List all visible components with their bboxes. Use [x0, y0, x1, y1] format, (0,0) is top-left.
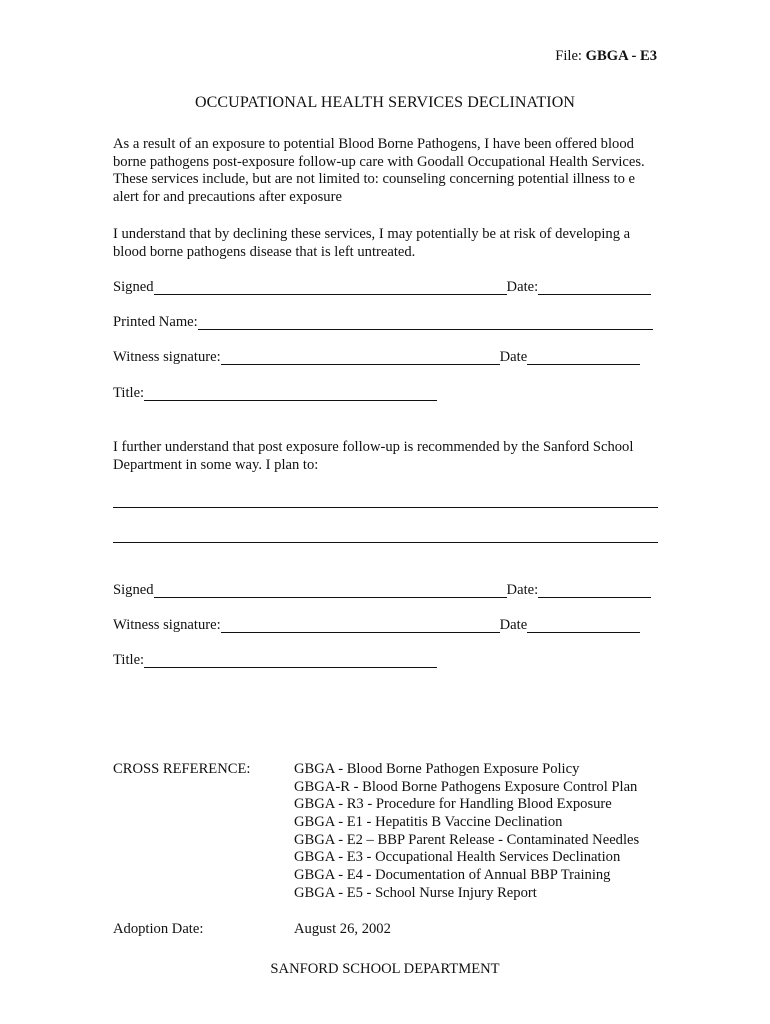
date-line[interactable]: [538, 281, 651, 295]
cross-reference-item: GBGA - Blood Borne Pathogen Exposure Policy: [294, 761, 580, 777]
cross-reference-item: GBGA - E3 - Occupational Health Services Declination: [294, 849, 621, 866]
follow-up-paragraph: I further understand that post exposure follow-up is recommended by the Sanford School Department in some way. I plan to:: [113, 439, 634, 473]
signature-line[interactable]: [154, 281, 507, 295]
witness-label: Witness signature:: [113, 349, 221, 366]
title-line[interactable]: [144, 387, 437, 401]
cross-reference-item: GBGA - E1 - Hepatitis B Vaccine Declination: [294, 814, 563, 831]
witness-signature-line[interactable]: [221, 619, 500, 633]
title-label: Title:: [113, 385, 145, 402]
risk-paragraph: I understand that by declining these services, I may potentially be at risk of developing a blood borne pathogens disease that is left untreated.: [113, 226, 631, 260]
title-row-2: [113, 652, 437, 670]
witness-row-2: [113, 617, 640, 635]
printed-name-line[interactable]: [198, 316, 653, 330]
file-reference: [555, 48, 657, 66]
signed-label: Signed: [113, 279, 154, 296]
exposure-paragraph: As a result of an exposure to potential Blood Borne Pathogens, I have been offered blood borne pathogens post-exposure follow-up care with Goodall Occupational Health Services. These services include, but are not limited to: counseling concerning potential illness to e alert for and precautions after exposure: [113, 136, 645, 206]
signed-row-2: [113, 582, 651, 600]
date-line[interactable]: [538, 584, 651, 598]
printed-name-row: [113, 314, 653, 332]
date-label: Date:: [506, 582, 539, 599]
signature-line[interactable]: [154, 584, 507, 598]
cross-reference-item: GBGA - R3 - Procedure for Handling Blood Exposure: [294, 796, 612, 813]
cross-reference-item: GBGA-R - Blood Borne Pathogens Exposure Control Plan: [294, 778, 638, 795]
footer-department: SANFORD SCHOOL DEPARTMENT: [270, 961, 500, 977]
witness-row-1: [113, 349, 640, 367]
plan-line-2[interactable]: [113, 542, 658, 543]
witness-date-line[interactable]: [527, 351, 640, 365]
file-prefix: File:: [555, 48, 586, 64]
adoption-date-label: Adoption Date:: [113, 921, 204, 937]
plan-line-1[interactable]: [113, 507, 658, 508]
printed-name-label: Printed Name:: [113, 314, 198, 331]
cross-reference-item: GBGA - E4 - Documentation of Annual BBP Training: [294, 867, 611, 884]
cross-reference-list: [294, 761, 639, 903]
signed-row-1: [113, 279, 651, 297]
document-title: OCCUPATIONAL HEALTH SERVICES DECLINATION: [194, 94, 576, 111]
cross-reference-item: GBGA - E2 – BBP Parent Release - Contaminated Needles: [294, 831, 640, 848]
witness-signature-line[interactable]: [221, 351, 500, 365]
date-label: Date:: [506, 279, 539, 296]
title-line[interactable]: [144, 654, 437, 668]
adoption-date-value: August 26, 2002: [294, 921, 391, 937]
title-row-1: [113, 385, 437, 403]
witness-label: Witness signature:: [113, 617, 221, 634]
file-code: GBGA - E3: [585, 48, 657, 64]
witness-date-label: Date: [499, 617, 528, 634]
cross-reference-item: GBGA - E5 - School Nurse Injury Report: [294, 884, 537, 901]
signed-label: Signed: [113, 582, 154, 599]
witness-date-line[interactable]: [527, 619, 640, 633]
cross-reference-label: CROSS REFERENCE:: [113, 761, 251, 777]
title-label: Title:: [113, 652, 145, 669]
witness-date-label: Date: [499, 349, 528, 366]
